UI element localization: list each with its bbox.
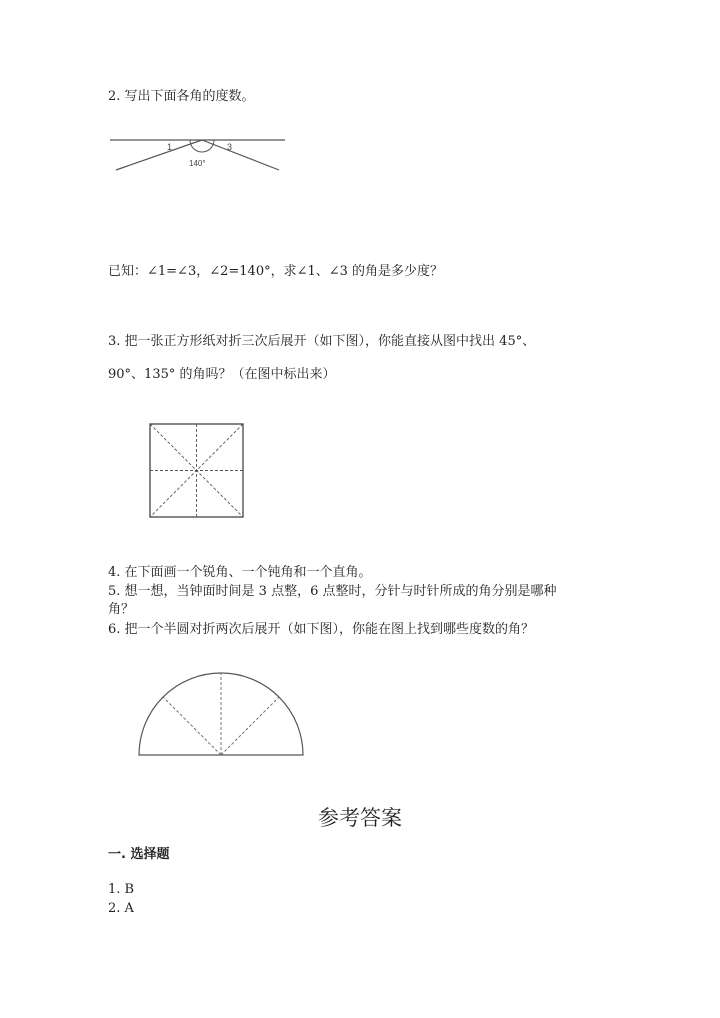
answer-item: 1. B: [108, 882, 135, 897]
angle-3-label: 3: [227, 142, 233, 152]
angle-figure: [105, 130, 290, 180]
angle-2-arc: [190, 140, 214, 152]
question-3-line1: 3. 把一张正方形纸对折三次后展开（如下图），你能直接从图中找出 45°、: [108, 334, 536, 349]
question-2-given: 已知：∠1=∠3，∠2=140°，求∠1、∠3 的角是多少度？: [108, 264, 444, 279]
folded-square-figure: [148, 422, 246, 520]
question-5-line1: 5. 想一想，当钟面时间是 3 点整，6 点整时，分针与时针所成的角分别是哪种: [108, 584, 557, 599]
answer-item: 2. A: [108, 901, 134, 916]
question-4-text: 4. 在下面画一个锐角、一个钝角和一个直角。: [108, 565, 372, 580]
answers-title: 参考答案: [318, 806, 402, 830]
question-2-text: 2. 写出下面各角的度数。: [108, 89, 255, 104]
question-6-text: 6. 把一个半圆对折两次后展开（如下图），你能在图上找到哪些度数的角？: [108, 622, 535, 637]
question-3-line2: 90°、135° 的角吗？（在图中标出来）: [108, 367, 336, 382]
angle-1-label: 1: [167, 142, 173, 152]
answers-section-heading: 一. 选择题: [108, 847, 170, 862]
angle-2-label: 140°: [189, 159, 206, 168]
folded-semicircle-figure: [136, 670, 308, 760]
question-5-line2: 角？: [108, 602, 135, 617]
